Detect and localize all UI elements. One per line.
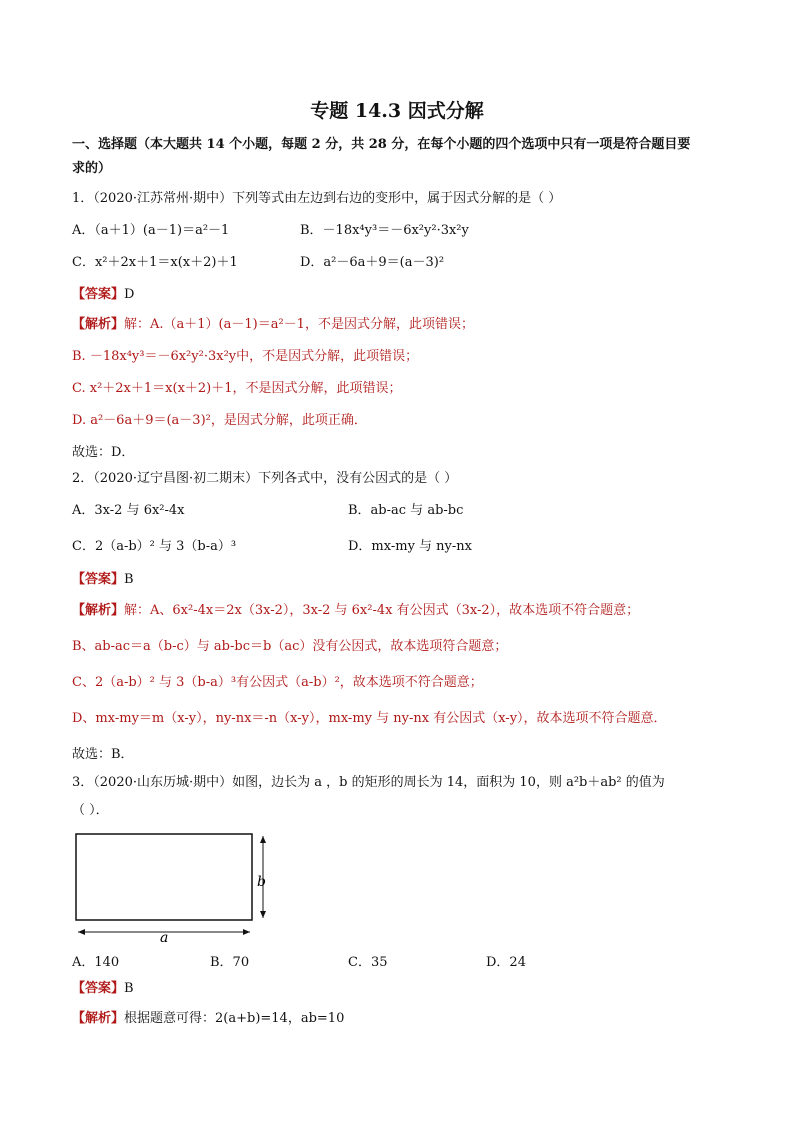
q3-option-a: A．140 — [72, 955, 120, 970]
q1-analysis-line-3: C. x²＋2x＋1＝x(x＋2)＋1，不是因式分解，此项错误； — [72, 381, 402, 396]
q2-analysis-line-1 — [72, 602, 639, 620]
q2-choose: 故选：B． — [72, 747, 134, 762]
arrowhead-down-icon — [260, 911, 266, 918]
q3-option-b: B．70 — [210, 955, 250, 970]
answer-tag: 【答案】 — [72, 981, 125, 996]
q2-analysis-line-3: C、2（a-b）² 与 3（b-a）³有公因式（a-b）²，故本选项不符合题意； — [72, 675, 483, 690]
q1-option-a: A．（a＋1）(a－1)＝a²－1 — [72, 223, 230, 238]
q2-stem: 2．（2020·辽宁昌图·初二期末）下列各式中，没有公因式的是（ ） — [72, 471, 458, 486]
q3-answer — [72, 980, 134, 998]
analysis-tag: 【解析】 — [72, 1011, 125, 1026]
analysis-text: 解：A、6x²-4x＝2x（3x-2），3x-2 与 6x²-4x 有公因式（3x-2），故本选项不符合题意； — [124, 603, 640, 618]
q2-option-a: A．3x-2 与 6x²-4x — [72, 503, 185, 518]
q3-stem: 3．（2020·山东历城·期中）如图，边长为 a ，b 的矩形的周长为 14，面积为 10，则 a²b＋ab² 的值为 — [72, 775, 665, 790]
section-header: 一、选择题（本大题共 14 个小题，每题 2 分，共 28 分，在每个小题的四个选项中只有一项是符合题目要 — [72, 137, 691, 152]
q1-analysis-line-1 — [72, 316, 474, 334]
arrowhead-right-icon — [243, 929, 250, 935]
q1-stem: 1．（2020·江苏常州·期中）下列等式由左边到右边的变形中，属于因式分解的是（ ） — [72, 191, 562, 206]
q1-option-d: D．a²－6a＋9＝(a－3)² — [300, 255, 445, 270]
answer-value: D — [124, 287, 135, 302]
q2-option-d: D．mx-my 与 ny-nx — [348, 539, 472, 554]
label-b: b — [257, 874, 266, 890]
q2-analysis-line-4: D、mx-my＝m（x-y），ny-nx＝-n（x-y），mx-my 与 ny-nx 有公因式（x-y），故本选项不符合题意． — [72, 711, 667, 726]
q1-option-c: C．x²＋2x＋1＝x(x＋2)＋1 — [72, 255, 238, 270]
answer-tag: 【答案】 — [72, 572, 125, 587]
q2-option-c: C．2（a-b）² 与 3（b-a）³ — [72, 539, 237, 554]
q1-analysis-line-4: D. a²－6a＋9＝(a－3)²，是因式分解，此项正确． — [72, 413, 367, 428]
q1-option-b: B．－18x⁴y³＝－6x²y²·3x²y — [300, 223, 469, 238]
rectangle-figure — [70, 828, 290, 944]
q2-analysis-line-2: B、ab-ac＝a（b-c）与 ab-bc＝b（ac）没有公因式，故本选项符合题意； — [72, 639, 508, 654]
analysis-text: 根据题意可得：2(a+b)=14，ab=10 — [124, 1011, 345, 1026]
q1-analysis-line-2: B. －18x⁴y³＝－6x²y²·3x²y中，不是因式分解，此项错误； — [72, 349, 419, 364]
answer-tag: 【答案】 — [72, 287, 125, 302]
section-header-cont: 求的） — [72, 161, 112, 176]
q2-answer — [72, 571, 134, 589]
q1-answer — [72, 286, 134, 304]
q2-option-b: B．ab-ac 与 ab-bc — [348, 503, 464, 518]
arrowhead-up-icon — [260, 836, 266, 843]
q1-choose: 故选：D． — [72, 445, 135, 460]
page-title: 专题 14.3 因式分解 — [310, 100, 484, 122]
rectangle-shape — [76, 834, 252, 920]
answer-value: B — [124, 981, 134, 996]
answer-value: B — [124, 572, 134, 587]
analysis-tag: 【解析】 — [72, 603, 125, 618]
arrowhead-left-icon — [78, 929, 85, 935]
label-a: a — [160, 930, 169, 944]
analysis-tag: 【解析】 — [72, 317, 125, 332]
q3-option-c: C．35 — [348, 955, 388, 970]
q3-stem-cont: （ ）． — [72, 803, 109, 818]
analysis-text: 解：A.（a＋1）(a－1)＝a²－1，不是因式分解，此项错误； — [124, 317, 474, 332]
q3-analysis — [72, 1010, 344, 1028]
q3-option-d: D．24 — [486, 955, 526, 970]
